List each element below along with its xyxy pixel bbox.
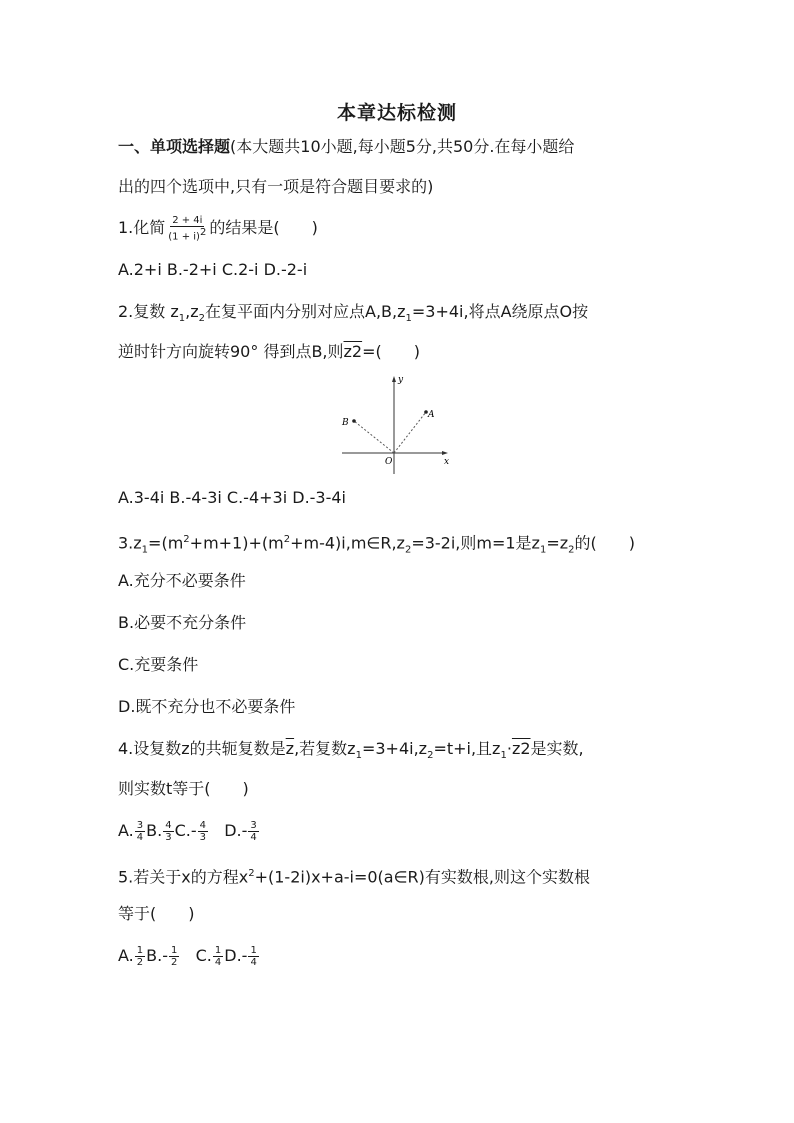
question-2-line-1	[118, 301, 588, 330]
question-5-line-2: 等于( )	[118, 904, 195, 923]
label-x: x	[444, 457, 450, 467]
label-b: B	[342, 418, 349, 428]
q5-option-c-label: C.	[195, 946, 212, 965]
q4-option-a-label: A.	[118, 821, 134, 840]
q5-option-a-label: A.	[118, 946, 134, 965]
q5-c-den: 4	[214, 957, 222, 968]
question-4-line-2: 则实数t等于( )	[118, 779, 249, 798]
q1-den-base: (1 + i)	[168, 231, 200, 243]
q4-text-b: ,若复数z	[294, 739, 356, 758]
q5-options	[118, 945, 260, 968]
q4-options	[118, 820, 260, 843]
q2-text-c: 在复平面内分别对应点A,B,z	[205, 302, 406, 321]
q2-conjugate-z2: z2	[343, 342, 363, 361]
q3-text-d: +m-4)i,m∈R,z	[290, 533, 405, 553]
label-a: A	[428, 410, 435, 420]
segment-oa	[394, 412, 426, 453]
question-2-line-2	[118, 341, 420, 363]
q1-den-exp: 2	[199, 227, 207, 238]
q5-text-a: 5.若关于x的方程x	[118, 867, 249, 887]
q5-text-b: +(1-2i)x+a-i=0(a∈R)有实数根,则这个实数根	[254, 867, 590, 887]
q3-sub-3: 1	[539, 544, 547, 556]
q4-dot: ·	[506, 739, 512, 758]
q3-sup-1: 2	[183, 534, 190, 545]
q4-conjugate-z: $\overline{z}$	[285, 739, 295, 758]
q4-option-b-frac	[163, 820, 173, 843]
question-4-line-1	[118, 738, 584, 767]
q5-option-d-label: D.-	[224, 946, 248, 965]
q2-line2-tail: =( )	[362, 342, 420, 361]
q3-option-a: A.充分不必要条件	[118, 571, 246, 590]
q2-line2-text: 逆时针方向旋转90° 得到点B,则	[118, 342, 344, 361]
q5-b-den: 2	[170, 957, 178, 968]
page-title: 本章达标检测	[336, 102, 457, 124]
q4-conjugate-z2: z2	[511, 739, 531, 758]
q4-a-den: 4	[136, 832, 144, 843]
q4-option-d-label: D.-	[224, 821, 248, 840]
section-heading-line	[118, 136, 574, 158]
q5-b-num: 1	[170, 945, 178, 956]
q4-b-num: 4	[165, 820, 172, 831]
point-b	[352, 419, 356, 423]
q4-text-f: 是实数,	[530, 739, 584, 758]
q1-fraction	[166, 215, 208, 242]
question-1	[118, 215, 318, 242]
q3-text-a: 3.z	[118, 533, 142, 553]
q1-options: A.2+i B.-2+i C.2-i D.-2-i	[118, 260, 308, 279]
q5-sup: 2	[248, 868, 255, 879]
q3-option-d: D.既不充分也不必要条件	[118, 697, 296, 716]
q4-sub-3: 1	[500, 750, 507, 762]
q5-c-num: 1	[214, 945, 222, 956]
q2-coordinate-figure	[336, 370, 456, 480]
q2-sub-3: 1	[405, 313, 412, 325]
q4-sub-1: 1	[355, 750, 362, 762]
q4-d-num: 3	[250, 820, 257, 831]
q3-sub-1: 1	[141, 544, 149, 556]
question-5-line-1	[118, 863, 590, 888]
x-axis-arrow	[442, 451, 448, 455]
q2-text-a: 2.复数 z	[118, 302, 179, 321]
q1-numerator: 2 + 4i	[172, 215, 203, 226]
q4-c-den: 3	[199, 832, 206, 843]
q1-suffix: 的结果是( )	[209, 218, 318, 238]
q5-d-num: 1	[250, 945, 257, 956]
q1-denominator	[166, 227, 208, 242]
q5-option-b-frac	[169, 945, 179, 968]
q4-option-d-frac	[248, 820, 258, 843]
q5-a-den: 2	[136, 957, 144, 968]
q5-d-den: 4	[250, 957, 257, 968]
q2-sub-2: 2	[198, 313, 205, 325]
q4-text-a: 4.设复数z的共轭复数是	[118, 739, 286, 758]
q3-text-f: =z	[546, 533, 569, 553]
q3-option-b: B.必要不充分条件	[118, 613, 247, 632]
section-desc-2: 出的四个选项中,只有一项是符合题目要求的)	[118, 177, 434, 196]
label-origin: O	[385, 457, 393, 467]
q5-option-b-label: B.-	[146, 946, 168, 965]
q4-c-num: 4	[199, 820, 206, 831]
q4-a-num: 3	[136, 820, 144, 831]
q2-text-b: ,z	[185, 302, 199, 321]
q5-option-d-frac	[248, 945, 258, 968]
q3-text-c: +m+1)+(m	[189, 533, 284, 553]
q3-sup-2: 2	[283, 534, 291, 545]
q3-sub-2: 2	[404, 544, 412, 556]
q5-option-c-frac	[213, 945, 223, 968]
y-axis-arrow	[392, 376, 396, 382]
q4-sub-2: 2	[427, 750, 434, 762]
q1-prefix: 1.化简	[118, 218, 166, 238]
section-desc-1: (本大题共10小题,每小题5分,共50分.在每小题给	[230, 137, 575, 156]
q3-text-g: 的( )	[574, 533, 636, 553]
q2-sub-1: 1	[178, 313, 186, 325]
q4-option-c-label: C.-	[174, 821, 197, 840]
label-y: y	[398, 375, 404, 385]
q4-d-den: 4	[250, 832, 257, 843]
q4-option-b-label: B.	[146, 821, 163, 840]
q5-a-num: 1	[136, 945, 144, 956]
q3-option-c: C.充要条件	[118, 655, 199, 674]
segment-ob	[354, 421, 394, 453]
q3-text-b: =(m	[148, 533, 184, 553]
question-3	[118, 529, 635, 562]
q4-text-d: =t+i,且z	[433, 739, 501, 758]
q2-text-d: =3+4i,将点A绕原点O按	[411, 302, 589, 321]
q4-text-c: =3+4i,z	[361, 739, 428, 758]
q4-b-den: 3	[165, 832, 172, 843]
q2-options: A.3-4i B.-4-3i C.-4+3i D.-3-4i	[118, 488, 346, 507]
q3-text-e: =3-2i,则m=1是z	[411, 533, 540, 553]
q4-option-a-frac	[135, 820, 145, 843]
q4-option-c-frac	[198, 820, 208, 843]
section-heading: 一、单项选择题	[118, 137, 231, 156]
q3-sub-4: 2	[568, 544, 575, 556]
q5-option-a-frac	[135, 945, 145, 968]
